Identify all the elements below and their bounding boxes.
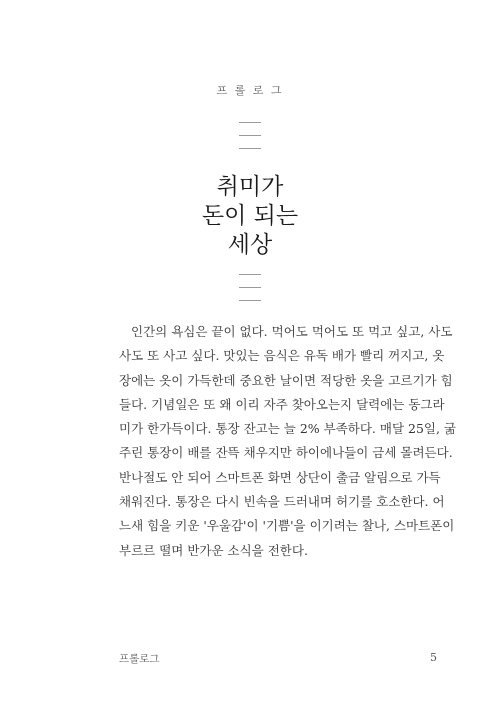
title-line: 취미가: [216, 174, 284, 200]
dash-ornament-bottom: [0, 274, 500, 313]
body-paragraph: [119, 320, 456, 563]
dash-line: [239, 135, 261, 136]
dash-line: [239, 287, 261, 288]
chapter-title: [0, 173, 500, 260]
dash-line: [239, 122, 261, 123]
body-line: 인간의 욕심은 끝이 없다. 먹어도 먹어도 또 먹고 싶고, 사도: [131, 324, 453, 339]
body-line: 부르르 떨며 반가운 소식을 전한다.: [119, 542, 308, 558]
body-line: 사도 또 사고 싶다. 맛있는 음식은 유독 배가 빨리 꺼지고, 옷: [119, 348, 445, 364]
body-line: 반나절도 안 되어 스마트폰 화면 상단이 출금 알림으로 가득: [119, 469, 441, 485]
body-line: 채워진다. 통장은 다시 빈속을 드러내며 허기를 호소한다. 어: [119, 494, 445, 510]
dash-line: [239, 148, 261, 149]
running-footer: 프롤로그: [119, 653, 160, 665]
body-line: 장에는 옷이 가득한데 중요한 날이면 적당한 옷을 고르기가 힘: [119, 372, 453, 388]
page-number: 5: [430, 651, 437, 664]
dash-line: [239, 300, 261, 301]
body-line: 느새 힘을 키운 '우울감'이 '기쁨'을 이기려는 찰나, 스마트폰이: [119, 518, 455, 534]
body-line: 미가 한가득이다. 통장 잔고는 늘 2% 부족하다. 매달 25일, 굶: [119, 421, 456, 437]
dash-line: [239, 274, 261, 275]
body-line: 들다. 기념일은 또 왜 이리 자주 찾아오는지 달력에는 동그라: [119, 396, 445, 412]
dash-ornament-top: [0, 122, 500, 161]
body-line: 주린 통장이 배를 잔뜩 채우지만 하이에나들이 금세 몰려든다.: [119, 445, 453, 461]
title-line: 돈이 되는: [201, 203, 299, 229]
title-line: 세상: [227, 232, 273, 258]
section-label: 프 롤 로 그: [216, 84, 284, 97]
